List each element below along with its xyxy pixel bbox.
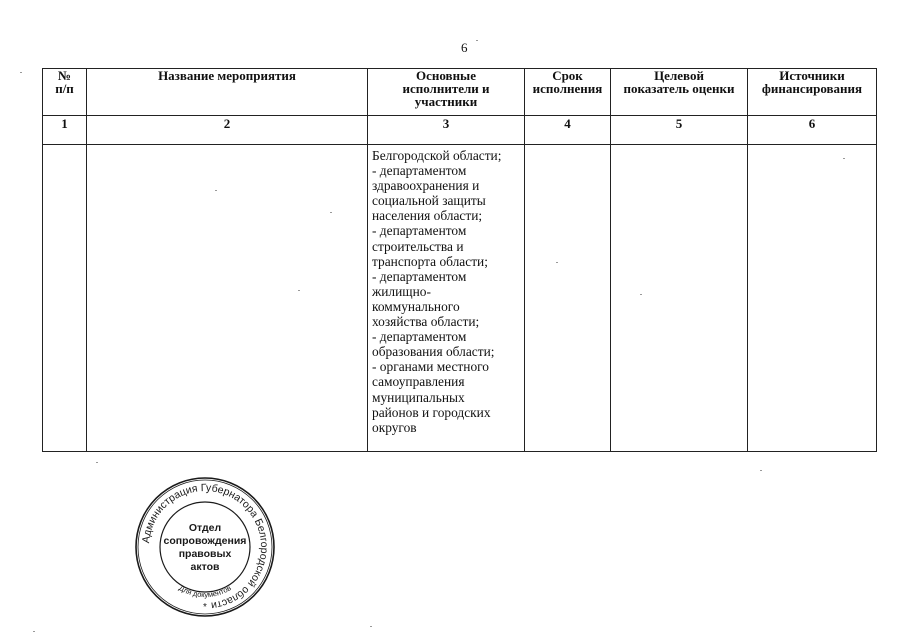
column-number: 6 bbox=[748, 116, 877, 145]
page-number: 6 bbox=[461, 40, 468, 55]
stamp-star: * bbox=[203, 602, 207, 613]
header-deadline: Срок исполнения bbox=[525, 69, 611, 116]
executors-line: - департаментом bbox=[372, 268, 467, 284]
executors-line: транспорта области; bbox=[372, 253, 488, 269]
executors-line: - департаментом bbox=[372, 163, 467, 179]
header-funding-sources: Источники финансирования bbox=[748, 69, 877, 116]
executors-line: - департаментом bbox=[372, 223, 467, 239]
header-measure-name: Название мероприятия bbox=[87, 69, 368, 116]
stamp-center-line: Отдел bbox=[188, 522, 222, 534]
executors-line: жилищно- bbox=[372, 283, 431, 299]
column-number: 1 bbox=[43, 116, 87, 145]
stamp-center-line: сопровождения bbox=[163, 535, 247, 547]
header-number: № п/п bbox=[43, 69, 87, 116]
cell-executors bbox=[368, 145, 525, 452]
header-executors: Основные исполнители и участники bbox=[368, 69, 525, 116]
executors-line: здравоохранения и bbox=[372, 178, 480, 194]
executors-line: муниципальных bbox=[372, 389, 465, 405]
executors-list bbox=[368, 145, 524, 435]
executors-line: районов и городских bbox=[372, 404, 491, 420]
column-number: 4 bbox=[525, 116, 611, 145]
stamp-center-line: правовых bbox=[178, 548, 232, 560]
executors-line: округов bbox=[372, 419, 417, 435]
stamp-ring-text: Администрация Губернатора Белгородской области bbox=[140, 481, 271, 612]
column-number: 2 bbox=[87, 116, 368, 145]
stamp-center-line: актов bbox=[190, 561, 220, 573]
cell-target-indicator bbox=[611, 145, 748, 452]
cell-funding-sources bbox=[748, 145, 877, 452]
measures-table bbox=[42, 68, 877, 452]
executors-line: самоуправления bbox=[372, 374, 465, 390]
executors-line: - департаментом bbox=[372, 329, 467, 345]
executors-line: населения области; bbox=[372, 208, 483, 224]
column-number: 3 bbox=[368, 116, 525, 145]
cell-number bbox=[43, 145, 87, 452]
executors-line: Белгородской области; bbox=[372, 148, 502, 163]
header-target-indicator: Целевой показатель оценки bbox=[611, 69, 748, 116]
header-row bbox=[43, 69, 877, 116]
official-stamp bbox=[134, 476, 276, 618]
table-row bbox=[43, 145, 877, 452]
executors-line: социальной защиты bbox=[372, 193, 486, 209]
cell-measure-name bbox=[87, 145, 368, 452]
executors-line: - органами местного bbox=[372, 359, 489, 375]
executors-line: хозяйства области; bbox=[372, 314, 480, 330]
stamp-bottom-text: Для документов bbox=[177, 583, 233, 600]
cell-deadline bbox=[525, 145, 611, 452]
executors-line: коммунального bbox=[372, 298, 460, 314]
executors-line: образования области; bbox=[372, 344, 495, 360]
column-numbers-row bbox=[43, 116, 877, 145]
executors-line: строительства и bbox=[372, 238, 464, 254]
column-number: 5 bbox=[611, 116, 748, 145]
